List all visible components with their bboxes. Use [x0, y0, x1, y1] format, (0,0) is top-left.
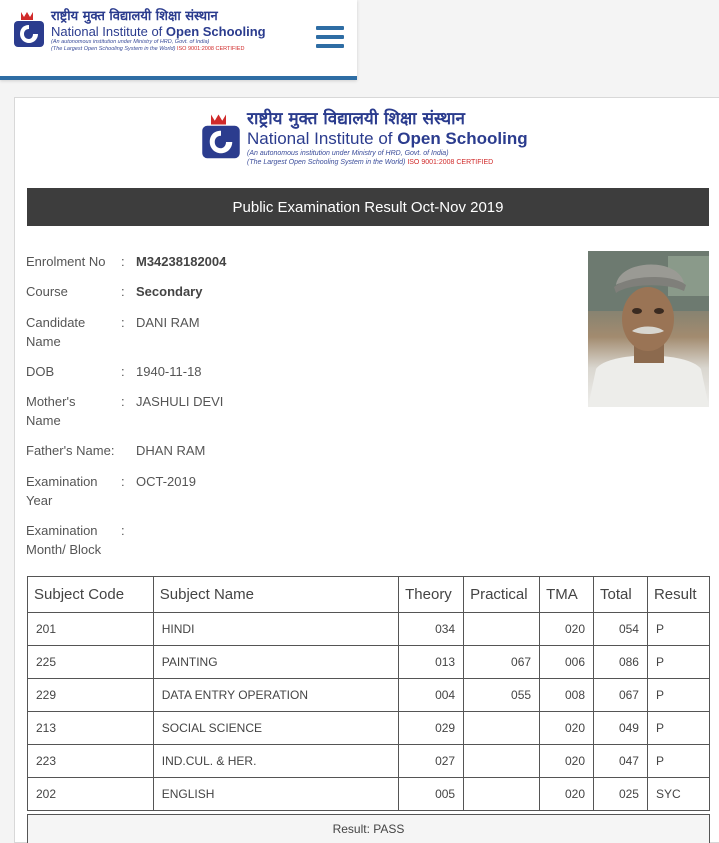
tma-cell: 008: [540, 679, 594, 712]
course-label: Course: [26, 284, 68, 299]
colon: :: [121, 315, 125, 330]
col-subject-name: Subject Name: [153, 577, 398, 613]
table-header-row: [28, 577, 710, 613]
exam-month-label-2: Month/ Block: [26, 542, 102, 557]
subject-name-cell: HINDI: [153, 613, 398, 646]
colon: :: [121, 394, 125, 409]
col-subject-code: Subject Code: [28, 577, 154, 613]
table-row: [28, 712, 710, 745]
total-cell: 049: [594, 712, 648, 745]
institute-name: National Institute of Open Schooling: [247, 129, 528, 148]
subject-name-cell: ENGLISH: [153, 778, 398, 811]
colon: :: [121, 364, 125, 379]
enrolment-value: M34238182004: [136, 254, 227, 269]
subject-name-cell: IND.CUL. & HER.: [153, 745, 398, 778]
candidate-name-label-2: Name: [26, 334, 61, 349]
mother-name-value: JASHULI DEVI: [136, 394, 224, 409]
exam-year-label: Examination: [26, 474, 98, 489]
result-nios-logo: [201, 110, 528, 167]
tagline-largest: (The Largest Open Schooling System in the World) ISO 9001:2008 CERTIFIED: [247, 159, 494, 166]
col-result: Result: [647, 577, 709, 613]
tagline-largest: (The Largest Open Schooling System in the World) ISO 9001:2008 CERTIFIED: [51, 46, 245, 52]
result-summary: Result: PASS: [27, 814, 710, 843]
institute-name: National Institute of Open Schooling: [51, 24, 266, 39]
result-cell: P: [647, 745, 709, 778]
subject-name-cell: SOCIAL SCIENCE: [153, 712, 398, 745]
nios-emblem-icon: [201, 110, 241, 164]
total-cell: 054: [594, 613, 648, 646]
enrolment-label: Enrolment No: [26, 254, 106, 269]
tma-cell: 020: [540, 712, 594, 745]
table-row: [28, 613, 710, 646]
hindi-institute-name: राष्ट्रीय मुक्त विद्यालयी शिक्षा संस्थान: [51, 9, 218, 24]
result-cell: SYC: [647, 778, 709, 811]
exam-year-value: OCT-2019: [136, 474, 196, 489]
subject-code-cell: 201: [28, 613, 154, 646]
dob-label: DOB: [26, 364, 55, 379]
table-row: [28, 778, 710, 811]
dob-value: 1940-11-18: [136, 364, 202, 379]
subject-code-cell: 213: [28, 712, 154, 745]
colon: :: [121, 523, 125, 538]
result-title-banner: Public Examination Result Oct-Nov 2019: [27, 188, 709, 226]
practical-cell: [464, 778, 540, 811]
subject-code-cell: 225: [28, 646, 154, 679]
result-cell: P: [647, 613, 709, 646]
practical-cell: 067: [464, 646, 540, 679]
tagline-autonomous: (An autonomous institution under Ministry of HRD, Govt. of India): [247, 150, 449, 157]
col-total: Total: [594, 577, 648, 613]
exam-year-label-2: Year: [26, 493, 53, 508]
total-cell: 025: [594, 778, 648, 811]
theory-cell: 034: [399, 613, 464, 646]
nios-emblem-icon: [13, 10, 45, 50]
result-card: [14, 97, 719, 843]
subject-name-cell: PAINTING: [153, 646, 398, 679]
table-row: [28, 745, 710, 778]
theory-cell: 005: [399, 778, 464, 811]
result-cell: P: [647, 712, 709, 745]
colon: :: [121, 284, 125, 299]
result-cell: P: [647, 679, 709, 712]
tma-cell: 020: [540, 745, 594, 778]
col-tma: TMA: [540, 577, 594, 613]
practical-cell: [464, 745, 540, 778]
practical-cell: [464, 712, 540, 745]
mother-name-label: Mother's: [26, 394, 76, 409]
candidate-name-label: Candidate: [26, 315, 86, 330]
exam-month-label: Examination: [26, 523, 98, 538]
total-cell: 086: [594, 646, 648, 679]
mother-name-label-2: Name: [26, 413, 61, 428]
tma-cell: 020: [540, 778, 594, 811]
subject-code-cell: 229: [28, 679, 154, 712]
col-practical: Practical: [464, 577, 540, 613]
total-cell: 067: [594, 679, 648, 712]
tagline-autonomous: (An autonomous institution under Ministry of HRD, Govt. of India): [51, 39, 210, 45]
subject-code-cell: 202: [28, 778, 154, 811]
theory-cell: 013: [399, 646, 464, 679]
site-header: [0, 0, 357, 80]
tma-cell: 006: [540, 646, 594, 679]
candidate-name-value: DANI RAM: [136, 315, 200, 330]
theory-cell: 004: [399, 679, 464, 712]
tma-cell: 020: [540, 613, 594, 646]
theory-cell: 029: [399, 712, 464, 745]
practical-cell: 055: [464, 679, 540, 712]
total-cell: 047: [594, 745, 648, 778]
table-row: [28, 679, 710, 712]
practical-cell: [464, 613, 540, 646]
table-row: [28, 646, 710, 679]
subject-code-cell: 223: [28, 745, 154, 778]
colon: :: [121, 254, 125, 269]
colon: :: [121, 474, 125, 489]
candidate-photo-illustration: [588, 251, 709, 407]
nios-logo[interactable]: [13, 10, 266, 53]
father-name-label: Father's Name:: [26, 443, 115, 458]
result-cell: P: [647, 646, 709, 679]
theory-cell: 027: [399, 745, 464, 778]
marks-table: [27, 576, 710, 811]
father-name-value: DHAN RAM: [136, 443, 206, 458]
hindi-institute-name: राष्ट्रीय मुक्त विद्यालयी शिक्षा संस्थान: [247, 109, 465, 129]
candidate-photo: [588, 251, 709, 407]
col-theory: Theory: [399, 577, 464, 613]
course-value: Secondary: [136, 284, 203, 299]
subject-name-cell: DATA ENTRY OPERATION: [153, 679, 398, 712]
hamburger-menu-icon[interactable]: [316, 26, 344, 50]
